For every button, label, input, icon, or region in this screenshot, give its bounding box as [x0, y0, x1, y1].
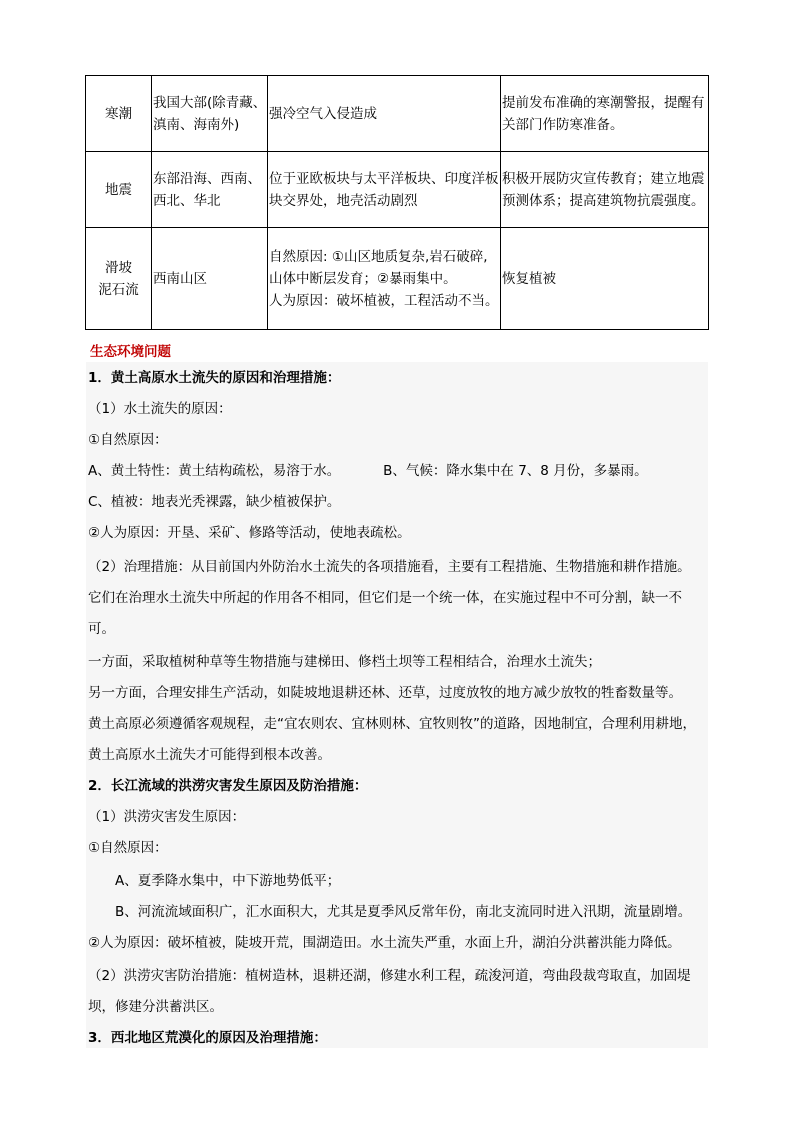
- paragraph: B、河流流域面积广，汇水面积大，尤其是夏季风反常年份，南北支流同时进入汛期，流量剧增。: [115, 904, 692, 920]
- measure-line: 关部门作防寒准备。: [502, 116, 624, 133]
- cause-line: 位于亚欧板块与太平洋板块、印度洋板: [269, 170, 499, 187]
- cause-line: 山体中断层发育；②暴雨集中。: [269, 270, 457, 287]
- disaster-name: 泥石流: [98, 281, 139, 298]
- disaster-name-cell: [86, 228, 152, 330]
- measure-cell: [501, 152, 709, 228]
- paragraph: ②人为原因：开垦、采矿、修路等活动，使地表疏松。: [88, 525, 411, 541]
- measure-cell: [501, 228, 709, 330]
- region-cell: [152, 228, 268, 330]
- paragraph: 另一方面，合理安排生产活动，如陡坡地退耕还林、还草，过度放牧的地方减少放牧的牲畜数量等。: [88, 685, 682, 701]
- measure-line: 恢复植被: [502, 270, 556, 287]
- region-line: 西北、华北: [153, 192, 221, 209]
- region-line: 东部沿海、西南、: [153, 170, 261, 187]
- section-title: 生态环境问题: [90, 344, 171, 360]
- cause-line: 人为原因：破坏植被，工程活动不当。: [269, 292, 499, 309]
- region-line: 滇南、海南外): [153, 116, 240, 133]
- region-line: 西南山区: [153, 270, 207, 287]
- disaster-name: 寒潮: [105, 105, 132, 122]
- paragraph: 一方面，采取植树种草等生物措施与建梯田、修档土坝等工程相结合，治理水土流失；: [88, 654, 601, 670]
- region-cell: [152, 152, 268, 228]
- paragraph: （2）洪涝灾害防治措施：植树造林，退耕还湖，修建水利工程，疏浚河道，弯曲段裁弯取直，加固堤: [88, 968, 691, 984]
- paragraph: （1）水土流失的原因：: [88, 401, 232, 417]
- paragraph: 可。: [88, 621, 115, 637]
- paragraph: 它们在治理水土流失中所起的作用各不相同，但它们是一个统一体，在实施过程中不可分割，缺一不: [88, 590, 682, 606]
- measure-line: 提前发布准确的寒潮警报，提醒有: [502, 94, 705, 111]
- measure-line: 积极开展防灾宣传教育；建立地震: [502, 170, 705, 187]
- paragraph: 黄土高原水土流失才可能得到根本改善。: [88, 747, 331, 763]
- region-line: 我国大部(除青藏、: [153, 94, 267, 111]
- cause-cell: [268, 152, 501, 228]
- disaster-name-cell: [86, 152, 152, 228]
- cause-line: 自然原因: ①山区地质复杂,岩石破碎,: [269, 248, 488, 265]
- disaster-table: [85, 75, 709, 330]
- disaster-name-cell: [86, 76, 152, 152]
- paragraph: （2）治理措施：从目前国内外防治水土流失的各项措施看，主要有工程措施、生物措施和耕作措施。: [88, 559, 691, 575]
- cause-line: 强冷空气入侵造成: [269, 105, 377, 122]
- cause-cell: [268, 76, 501, 152]
- paragraph: A、黄土特性：黄土结构疏松，易溶于水。 B、气候：降水集中在 7、8 月份，多暴雨。: [88, 463, 648, 479]
- measure-line: 预测体系；提高建筑物抗震强度。: [502, 192, 705, 209]
- disaster-name: 滑坡: [105, 259, 132, 276]
- measure-cell: [501, 76, 709, 152]
- heading-2: 2．长江流域的洪涝灾害发生原因及防治措施：: [88, 778, 368, 794]
- heading-3: 3．西北地区荒漠化的原因及治理措施：: [88, 1030, 327, 1046]
- paragraph: ②人为原因：破坏植被，陡坡开荒，围湖造田。水土流失严重，水面上升，湖泊分洪蓄洪能力降低。: [88, 935, 681, 951]
- table-row: [86, 152, 709, 228]
- table-row: [86, 228, 709, 330]
- paragraph: C、植被：地表光秃裸露，缺少植被保护。: [88, 494, 341, 510]
- cause-cell: [268, 228, 501, 330]
- paragraph: ①自然原因：: [88, 840, 168, 856]
- table-row: [86, 76, 709, 152]
- cause-line: 块交界处，地壳活动剧烈: [269, 192, 418, 209]
- heading-1: 1．黄土高原水土流失的原因和治理措施：: [88, 370, 341, 386]
- paragraph: 坝，修建分洪蓄洪区。: [88, 999, 223, 1015]
- paragraph: 黄土高原必须遵循客观规程，走“宜农则农、宜林则林、宜牧则牧”的道路，因地制宜，合理利用耕地，: [88, 716, 696, 732]
- disaster-name: 地震: [105, 181, 132, 198]
- paragraph: （1）洪涝灾害发生原因：: [88, 809, 246, 825]
- region-cell: [152, 76, 268, 152]
- paragraph: A、夏季降水集中，中下游地势低平；: [115, 873, 341, 889]
- paragraph: ①自然原因：: [88, 432, 168, 448]
